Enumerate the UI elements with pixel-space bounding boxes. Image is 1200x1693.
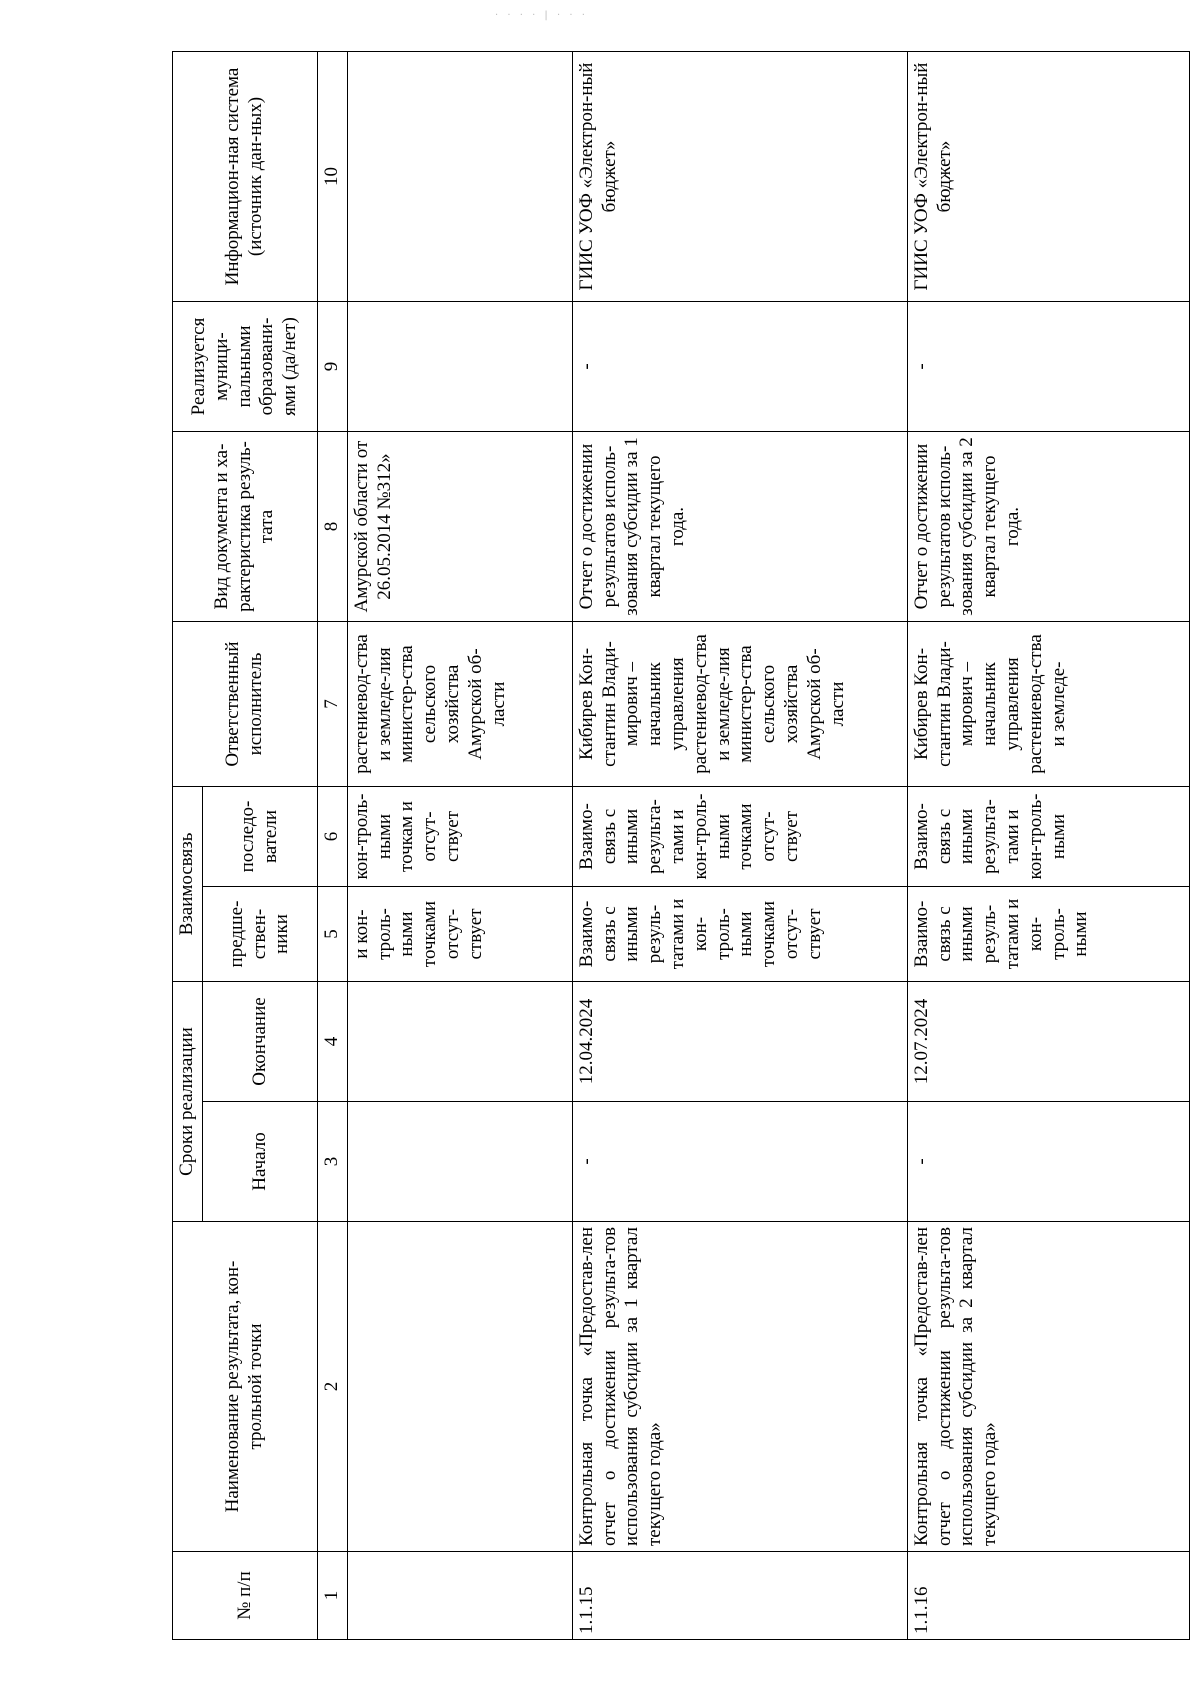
- row-start: -: [572, 1102, 907, 1222]
- header-responsible: Ответственный исполнитель: [173, 622, 318, 787]
- header-municipal: Реализуется муници-пальными образовани-ями (да/нет): [173, 302, 318, 432]
- row-info-system: [347, 52, 572, 302]
- row-name: Контрольная точка «Предостав-лен отчет о достижении результа-тов использования субсидии за 2 квартал текущего года»: [907, 1222, 1189, 1552]
- row-document: Отчет о достижении результатов исполь-зования субсидии за 2 квартал текущего года.: [907, 432, 1189, 622]
- table-row: [907, 52, 1189, 1640]
- row-successors: Взаимо-связь с иными результа-тами и кон-троль-ными: [907, 787, 1189, 887]
- column-number: 10: [318, 52, 348, 302]
- row-end: 12.04.2024: [572, 982, 907, 1102]
- header-num: № п/п: [173, 1552, 318, 1640]
- row-info-system: ГИИС УОФ «Электрон-ный бюджет»: [907, 52, 1189, 302]
- header-name: Наименование результата, кон-трольной точки: [173, 1222, 318, 1552]
- header-predecessors: предше-ствен-ники: [203, 887, 318, 982]
- row-num: [347, 1552, 572, 1640]
- column-number: 5: [318, 887, 348, 982]
- row-municipal: -: [572, 302, 907, 432]
- row-document: Амурской области от 26.05.2014 №312»: [347, 432, 572, 622]
- row-num: 1.1.15: [572, 1552, 907, 1640]
- row-name: Контрольная точка «Предостав-лен отчет о достижении результа-тов использования субсидии за 1 квартал текущего года»: [572, 1222, 907, 1552]
- table-row: [572, 52, 907, 1640]
- row-start: -: [907, 1102, 1189, 1222]
- row-predecessors: Взаимо-связь с иными резуль-татами и кон-троль-ными точками отсут-ствует: [572, 887, 907, 982]
- table-row: [347, 52, 572, 1640]
- row-document: Отчет о достижении результатов исполь-зования субсидии за 1 квартал текущего года.: [572, 432, 907, 622]
- row-successors: кон-троль-ными точкам и отсут-ствует: [347, 787, 572, 887]
- column-number: 9: [318, 302, 348, 432]
- column-number: 3: [318, 1102, 348, 1222]
- rotated-page: [172, 52, 1190, 1640]
- column-number: 4: [318, 982, 348, 1102]
- row-num: 1.1.16: [907, 1552, 1189, 1640]
- row-end: [347, 982, 572, 1102]
- column-number: 1: [318, 1552, 348, 1640]
- column-number: 8: [318, 432, 348, 622]
- row-responsible: растениевод-ства и земледе-лия министер-ства сельского хозяйства Амурской об-ласти: [347, 622, 572, 787]
- header-document: Вид документа и ха-рактеристика резуль-тата: [173, 432, 318, 622]
- row-predecessors: Взаимо-связь с иными резуль-татами и кон-троль-ными: [907, 887, 1189, 982]
- header-timing: Сроки реализации: [173, 982, 203, 1222]
- row-responsible: Кибирев Кон-стантин Влади-мирович – начальник управления растениевод-ства и земледе-: [907, 622, 1189, 787]
- column-number-row: [318, 52, 348, 1640]
- column-number: 7: [318, 622, 348, 787]
- control-points-table: [172, 51, 1190, 1640]
- header-end: Окончание: [203, 982, 318, 1102]
- row-end: 12.07.2024: [907, 982, 1189, 1102]
- row-name: [347, 1222, 572, 1552]
- column-number: 2: [318, 1222, 348, 1552]
- row-predecessors: и кон-троль-ными точками отсут-ствует: [347, 887, 572, 982]
- row-start: [347, 1102, 572, 1222]
- header-info-system: Информацион-ная система (источник дан-ных): [173, 52, 318, 302]
- scan-artifact: · · · · | · · ·: [495, 10, 588, 21]
- row-info-system: ГИИС УОФ «Электрон-ный бюджет»: [572, 52, 907, 302]
- column-number: 6: [318, 787, 348, 887]
- header-start: Начало: [203, 1102, 318, 1222]
- row-municipal: -: [907, 302, 1189, 432]
- row-responsible: Кибирев Кон-стантин Влади-мирович – начальник управления растениевод-ства и земледе-лия министер-ства сельского хозяйства Амурской об-ласти: [572, 622, 907, 787]
- row-municipal: [347, 302, 572, 432]
- row-successors: Взаимо-связь с иными результа-тами и кон-троль-ными точками отсут-ствует: [572, 787, 907, 887]
- header-relation: Взаимосвязь: [173, 787, 203, 982]
- header-successors: последо-ватели: [203, 787, 318, 887]
